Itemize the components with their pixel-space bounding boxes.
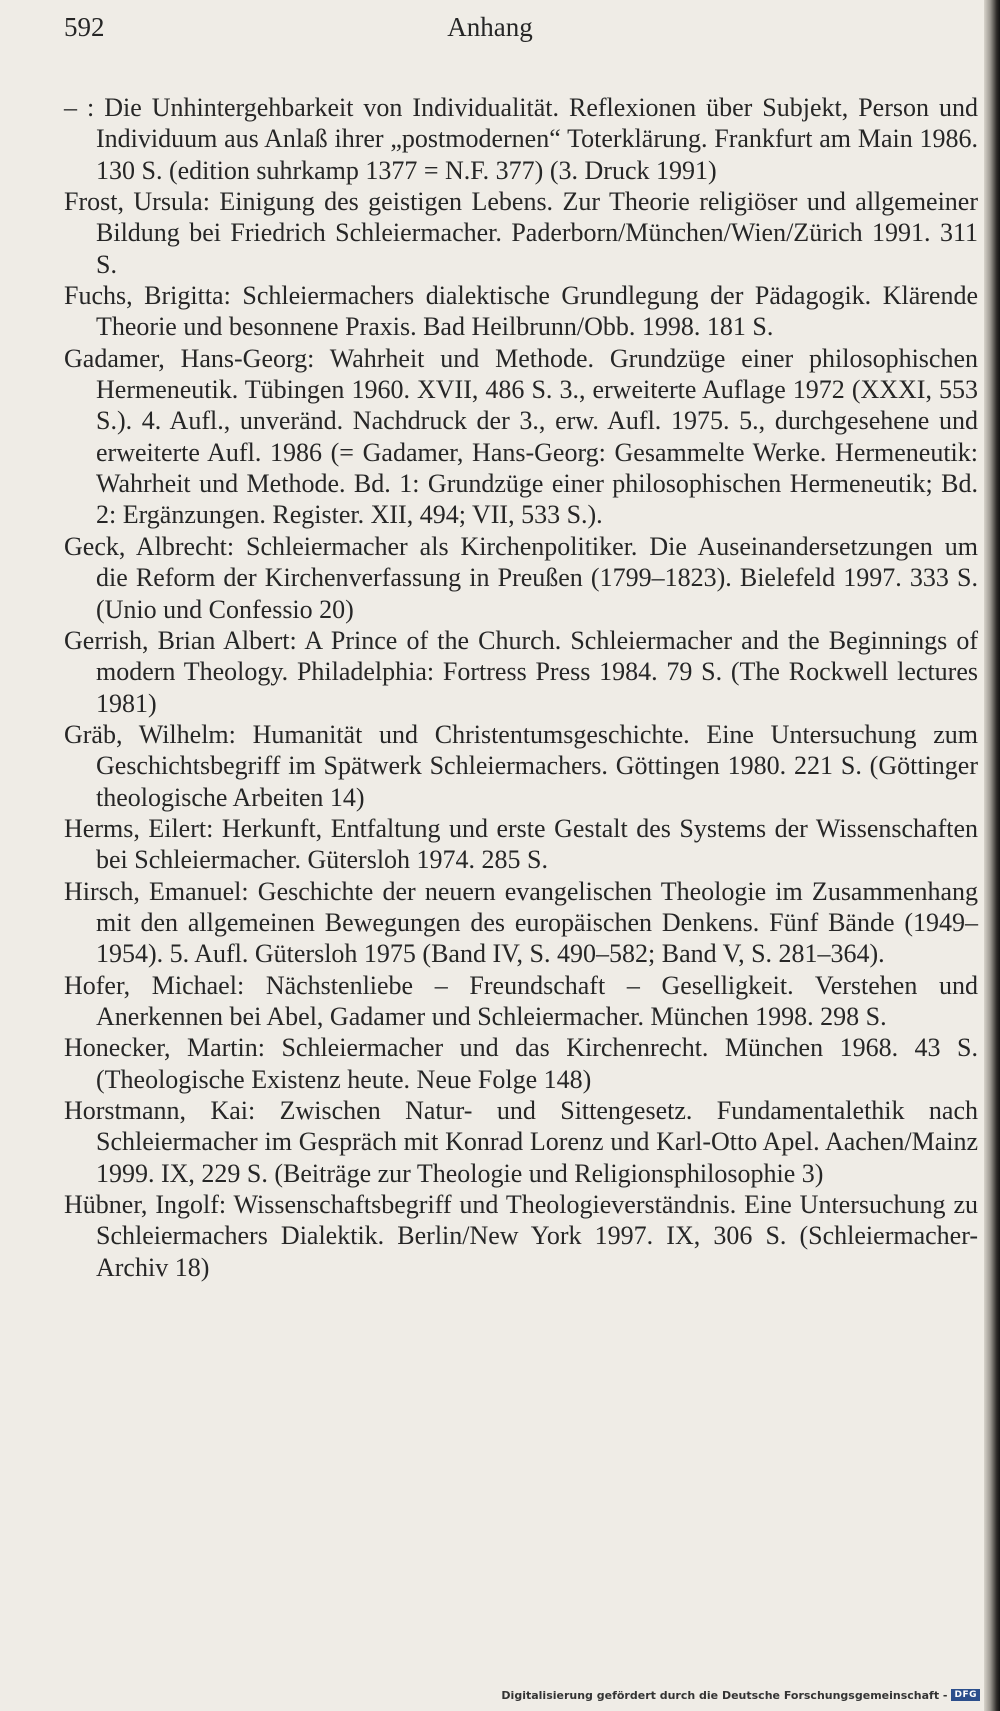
bibliography-entry: – : Die Unhintergehbarkeit von Individualität. Reflexionen über Subjekt, Person und Individuum aus Anlaß ihrer „postmodernen“ Toterklärung. Frankfurt am Main 1986. 130 S. (edition suhrkamp 1377 = N.F. 377) (3. Druck 1991) — [64, 93, 978, 185]
credit-text: Digitalisierung gefördert durch die Deutsche Forschungsgemeinschaft - — [501, 1688, 948, 1702]
page-edge-shadow — [984, 0, 1000, 1711]
bibliography-entry: Frost, Ursula: Einigung des geistigen Lebens. Zur Theorie religiöser und allgemeiner Bildung bei Friedrich Schleiermacher. Paderborn/München/Wien/Zürich 1991. 311 S. — [64, 187, 978, 279]
bibliography-entry: Hirsch, Emanuel: Geschichte der neuern evangelischen Theologie im Zusammenhang mit den allgemeinen Bewegungen des europäischen Denkens. Fünf Bände (1949–1954). 5. Aufl. Gütersloh 1975 (Band IV, S. 490–582; Band V, S. 281–364). — [64, 876, 978, 969]
bibliography-entry: Geck, Albrecht: Schleiermacher als Kirchenpolitiker. Die Auseinandersetzungen um die Reform der Kirchenverfassung in Preußen (1799–1823). Bielefeld 1997. 333 S. (Unio und Confessio 20) — [64, 531, 978, 624]
bibliography-entry: Gräb, Wilhelm: Humanität und Christentumsgeschichte. Eine Untersuchung zum Geschichtsbegriff im Spätwerk Schleiermachers. Göttingen 1980. 221 S. (Göttinger theologische Arbeiten 14) — [64, 719, 978, 812]
bibliography-list — [64, 92, 978, 1283]
bibliography-entry: Honecker, Martin: Schleiermacher und das Kirchenrecht. München 1968. 43 S. (Theologische Existenz heute. Neue Folge 148) — [64, 1033, 978, 1094]
bibliography-entry: Hübner, Ingolf: Wissenschaftsbegriff und Theologieverständnis. Eine Untersuchung zu Schleiermachers Dialektik. Berlin/New York 1997. IX, 306 S. (Schleiermacher-Archiv 18) — [64, 1190, 978, 1282]
bibliography-entry: Gadamer, Hans-Georg: Wahrheit und Methode. Grundzüge einer philosophischen Hermeneutik. Tübingen 1960. XVII, 486 S. 3., erweiterte Auflage 1972 (XXXI, 553 S.). 4. Aufl., unveränd. Nachdruck der 3., erw. Aufl. 1975. 5., durchgesehene und erweiterte Aufl. 1986 (= Gadamer, Hans-Georg: Gesammelte Werke. Hermeneutik: Wahrheit und Methode. Bd. 1: Grundzüge einer philosophischen Hermeneutik; Bd. 2: Ergänzungen. Register. XII, 494; VII, 533 S.). — [64, 343, 978, 530]
bibliography-entry: Herms, Eilert: Herkunft, Entfaltung und erste Gestalt des Systems der Wissenschaften bei Schleiermacher. Gütersloh 1974. 285 S. — [64, 813, 978, 875]
bibliography-entry: Horstmann, Kai: Zwischen Natur- und Sittengesetz. Fundamentalethik nach Schleiermacher im Gespräch mit Konrad Lorenz und Karl-Otto Apel. Aachen/Mainz 1999. IX, 229 S. (Beiträge zur Theologie und Religionsphilosophie 3) — [64, 1096, 978, 1188]
bibliography-entry: Gerrish, Brian Albert: A Prince of the Church. Schleiermacher and the Beginnings of modern Theology. Philadelphia: Fortress Press 1984. 79 S. (The Rockwell lectures 1981) — [64, 625, 978, 718]
bibliography-entry: Hofer, Michael: Nächstenliebe – Freundschaft – Geselligkeit. Verstehen und Anerkennen bei Abel, Gadamer und Schleiermacher. München 1998. 298 S. — [64, 970, 978, 1031]
running-title: Anhang — [447, 12, 533, 42]
page-number: 592 — [64, 12, 105, 42]
page-header — [60, 12, 920, 52]
dfg-logo: DFG — [951, 1689, 980, 1701]
bibliography-entry: Fuchs, Brigitta: Schleiermachers dialektische Grundlegung der Pädagogik. Klärende Theorie und besonnene Praxis. Bad Heilbrunn/Obb. 1998. 181 S. — [64, 281, 978, 342]
digitization-credit — [501, 1687, 980, 1703]
